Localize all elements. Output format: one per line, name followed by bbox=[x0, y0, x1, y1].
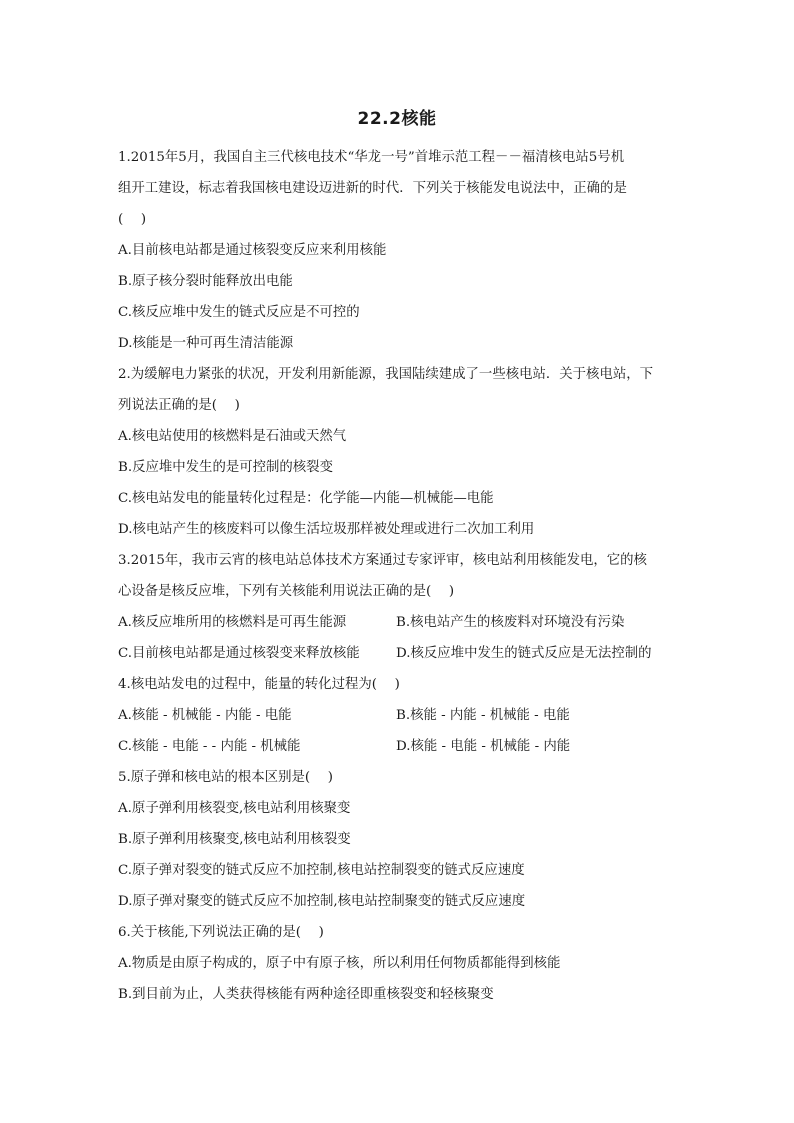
option-a: A.物质是由原子构成的，原子中有原子核，所以利用任何物质都能得到核能 bbox=[118, 956, 561, 971]
question-stem-line: 6.关于核能,下列说法正确的是( ) bbox=[118, 925, 324, 940]
option-d: D.原子弹对聚变的链式反应不加控制,核电站控制聚变的链式反应速度 bbox=[118, 894, 526, 909]
question-stem-line: 3.2015年，我市云宵的核电站总体技术方案通过专家评审，核电站利用核能发电，它的核 bbox=[118, 553, 647, 568]
question-stem-line: ( ) bbox=[118, 212, 147, 227]
option-a: A.核反应堆所用的核燃料是可再生能源 bbox=[118, 615, 347, 630]
question-stem-line: 5.原子弹和核电站的根本区别是( ) bbox=[118, 770, 333, 785]
question-4 bbox=[118, 669, 684, 762]
option-d: D.核反应堆中发生的链式反应是无法控制的 bbox=[396, 646, 652, 661]
option-a: A.目前核电站都是通过核裂变反应来利用核能 bbox=[118, 243, 387, 258]
page-title: 22.2核能 bbox=[357, 109, 437, 129]
option-c: C.目前核电站都是通过核裂变来释放核能 bbox=[118, 646, 360, 661]
option-row bbox=[118, 731, 684, 762]
option-a: A.核能 - 机械能 - 内能 - 电能 bbox=[118, 708, 292, 723]
option-b: B.到目前为止，人类获得核能有两种途径即重核裂变和轻核聚变 bbox=[118, 987, 494, 1002]
option-d: D.核能 - 电能 - 机械能 - 内能 bbox=[396, 739, 571, 754]
question-stem-line: 4.核电站发电的过程中，能量的转化过程为( ) bbox=[118, 677, 400, 692]
option-b: B.原子核分裂时能释放出电能 bbox=[118, 274, 293, 289]
option-a: A.核电站使用的核燃料是石油或天然气 bbox=[118, 429, 347, 444]
option-row bbox=[118, 607, 684, 638]
option-a: A.原子弹利用核裂变,核电站利用核聚变 bbox=[118, 801, 351, 816]
option-row bbox=[118, 638, 684, 669]
option-row bbox=[118, 700, 684, 731]
question-3 bbox=[118, 545, 684, 669]
option-b: B.核电站产生的核废料对环境没有污染 bbox=[396, 615, 625, 630]
option-d: D.核能是一种可再生清洁能源 bbox=[118, 336, 294, 351]
option-b: B.原子弹利用核聚变,核电站利用核裂变 bbox=[118, 832, 351, 847]
question-stem-line: 1.2015年5月，我国自主三代核电技术“华龙一号”首堆示范工程－－福清核电站5号机 bbox=[118, 150, 625, 165]
option-c: C.核反应堆中发生的链式反应是不可控的 bbox=[118, 305, 360, 320]
question-stem-line: 心设备是核反应堆，下列有关核能利用说法正确的是( ) bbox=[118, 584, 455, 599]
question-6 bbox=[118, 917, 684, 1010]
option-c: C.原子弹对裂变的链式反应不加控制,核电站控制裂变的链式反应速度 bbox=[118, 863, 525, 878]
option-c: C.核能 - 电能 - - 内能 - 机械能 bbox=[118, 739, 301, 754]
question-1 bbox=[118, 142, 684, 359]
question-stem-line: 列说法正确的是( ) bbox=[118, 398, 240, 413]
question-2 bbox=[118, 359, 684, 545]
option-d: D.核电站产生的核废料可以像生活垃圾那样被处理或进行二次加工利用 bbox=[118, 522, 535, 537]
option-b: B.核能 - 内能 - 机械能 - 电能 bbox=[396, 708, 570, 723]
option-b: B.反应堆中发生的是可控制的核裂变 bbox=[118, 460, 333, 475]
question-list bbox=[118, 142, 684, 1010]
question-stem-line: 2.为缓解电力紧张的状况，开发利用新能源，我国陆续建成了一些核电站．关于核电站，下 bbox=[118, 367, 654, 382]
question-stem-line: 组开工建设，标志着我国核电建设迈进新的时代．下列关于核能发电说法中，正确的是 bbox=[118, 181, 627, 196]
question-5 bbox=[118, 762, 684, 917]
option-c: C.核电站发电的能量转化过程是：化学能—内能—机械能—电能 bbox=[118, 491, 494, 506]
